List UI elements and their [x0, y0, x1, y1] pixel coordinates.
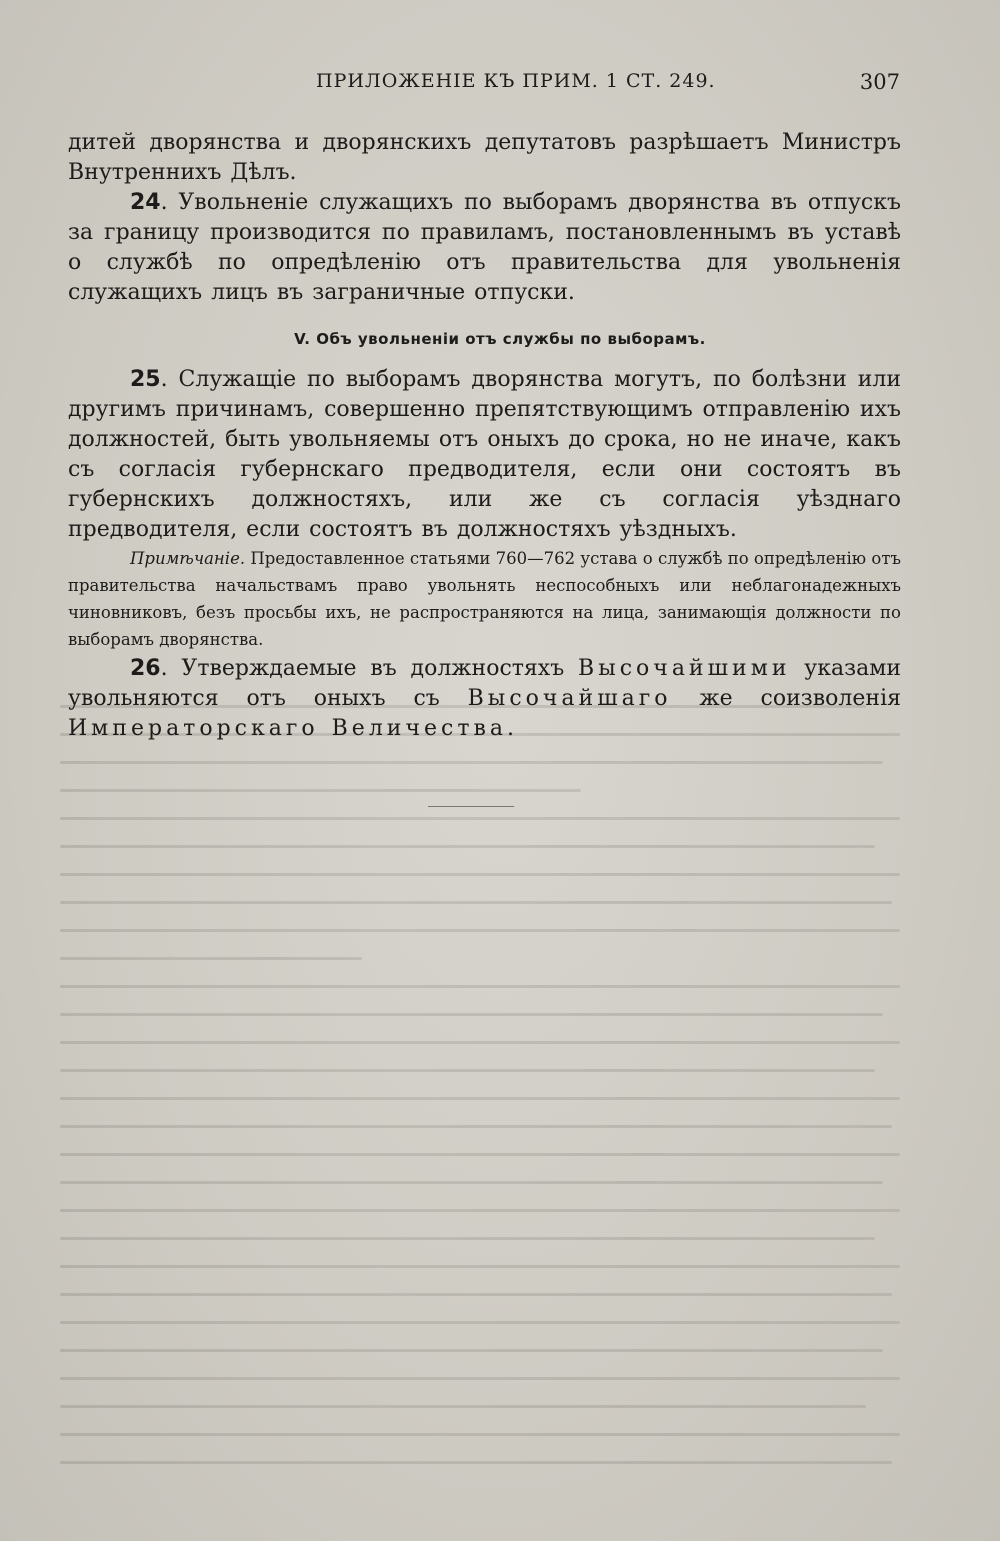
article-26-spaced-a: Высочайшими [578, 656, 791, 681]
text-block-article-26 [68, 654, 901, 744]
article-25-text: . Служащіе по выборамъ дворянства могутъ, по болѣзни или другимъ причинамъ, совершенно препятствующимъ отправленію ихъ должностей, быть увольняемы отъ оныхъ до срока, но не иначе, какъ съ согласія губернскаго предводителя, если они состоятъ въ губернскихъ должностяхъ, или же съ согласія уѣзднаго предводителя, если состоятъ въ должностяхъ уѣздныхъ. [68, 367, 901, 542]
note-text: Предоставленное статьями 760—762 устава о службѣ по опредѣленію отъ правительства начальствамъ право увольнять неспособныхъ или неблагонадежныхъ чиновниковъ, безъ просьбы ихъ, не распространяются на лица, занимающія должности по выборамъ дворянства. [68, 549, 901, 649]
section-end-rule [428, 806, 514, 807]
article-26-number: 26 [130, 656, 161, 681]
bleed-through-text [60, 705, 900, 1495]
article-24-number: 24 [130, 190, 161, 215]
article-24 [68, 188, 901, 308]
article-26-text-a: . Утверждаемые въ должностяхъ [160, 656, 579, 681]
continuation-paragraph: дитей дворянства и дворянскихъ депутатовъ разрѣшаетъ Министръ Внутреннихъ Дѣлъ. [68, 130, 901, 185]
article-25 [68, 365, 901, 545]
article-26-spaced-c: Императорскаго Величества [68, 716, 508, 741]
footnote-remark [68, 545, 901, 653]
page-number: 307 [859, 70, 900, 94]
section-heading: V. Объ увольненіи отъ службы по выборамъ. [294, 330, 706, 348]
article-26-text-d: . [507, 716, 515, 741]
article-26-text-c: же соизволенія [671, 686, 901, 711]
page-header [68, 70, 900, 98]
article-24-text: . Увольненіе служащихъ по выборамъ дворянства въ отпускъ за границу производится по правиламъ, постановленнымъ въ уставѣ о службѣ по опредѣленію отъ правительства для увольненія служащихъ лицъ въ заграничные отпуски. [68, 190, 901, 305]
article-26-text-b: указами увольняются отъ оныхъ съ [68, 656, 902, 711]
text-block-article-25 [68, 365, 901, 545]
note-lead: Примѣчаніе. [130, 549, 246, 568]
article-26 [68, 654, 901, 744]
text-block-top [68, 128, 901, 308]
article-26-spaced-b: Высочайшаго [467, 686, 672, 711]
article-25-number: 25 [130, 367, 161, 392]
running-title: ПРИЛОЖЕНІЕ КЪ ПРИМ. 1 СТ. 249. [316, 70, 716, 92]
